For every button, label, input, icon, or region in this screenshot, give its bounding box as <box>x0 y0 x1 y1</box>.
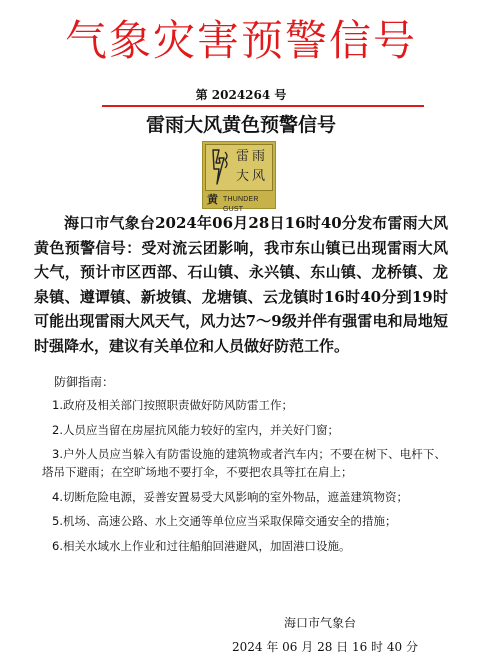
guide-item: 4.切断危险电源，妥善安置易受大风影响的室外物品，遮盖建筑物资； <box>52 489 408 504</box>
thunder-gust-yellow-signal-icon <box>202 141 276 213</box>
header-divider <box>102 105 424 107</box>
signal-icon-english-label: THUNDER GUST <box>223 196 259 213</box>
signal-title: 雷雨大风黄色预警信号 <box>145 114 336 136</box>
signal-icon-char: 风 <box>252 169 266 184</box>
guide-item: 2.人员应当留在房屋抗风能力较好的室内，并关好门窗； <box>52 422 339 437</box>
guide-item: 5.机场、高速公路、水上交通等单位应当采取保障交通安全的措施； <box>52 514 397 528</box>
signal-icon-level: 黄 <box>207 193 218 206</box>
issue-timestamp: 2024 年 06 月 28 日 16 时 40 分 <box>232 640 418 654</box>
signal-icon-char: 雨 <box>252 149 266 164</box>
guide-item: 1.政府及相关部门按照职责做好防风防雷工作； <box>52 398 293 412</box>
guide-item: 3.户外人员应当躲入有防雷设施的建筑物或者汽车内；不要在树下、电杆下、塔吊下避雨；在空旷场地不要打伞，不要把农具等扛在肩上； <box>42 447 446 479</box>
warning-body-text: 海口市气象台2024年06月28日16时40分发布雷雨大风黄色预警信号：受对流云团影响，我市东山镇已出现雷雨大风大气，预计市区西部、石山镇、永兴镇、东山镇、龙桥镇、龙泉镇、遵谭镇、新坡镇、龙塘镇、云龙镇时16时40分到19时可能出现雷雨大风天气，风力达7～9级并伴有强雷电和局地短时强降水，建议有关单位和人员做好防范工作。 <box>34 214 448 355</box>
document-header-title: 气象灾害预警信号 <box>64 16 417 65</box>
signal-icon-panel <box>205 144 273 191</box>
issuing-organization: 海口市气象台 <box>284 616 357 630</box>
guide-item: 6.相关水域水上作业和过往船舶回港避风，加固港口设施。 <box>52 538 351 553</box>
lightning-icon <box>210 148 232 186</box>
signal-icon-char: 雷 <box>236 149 250 164</box>
issue-number: 第 2024264 号 <box>195 88 287 102</box>
defense-guide-title: 防御指南： <box>54 375 115 389</box>
signal-icon-char: 大 <box>236 169 250 184</box>
defense-guide-list <box>42 396 446 561</box>
